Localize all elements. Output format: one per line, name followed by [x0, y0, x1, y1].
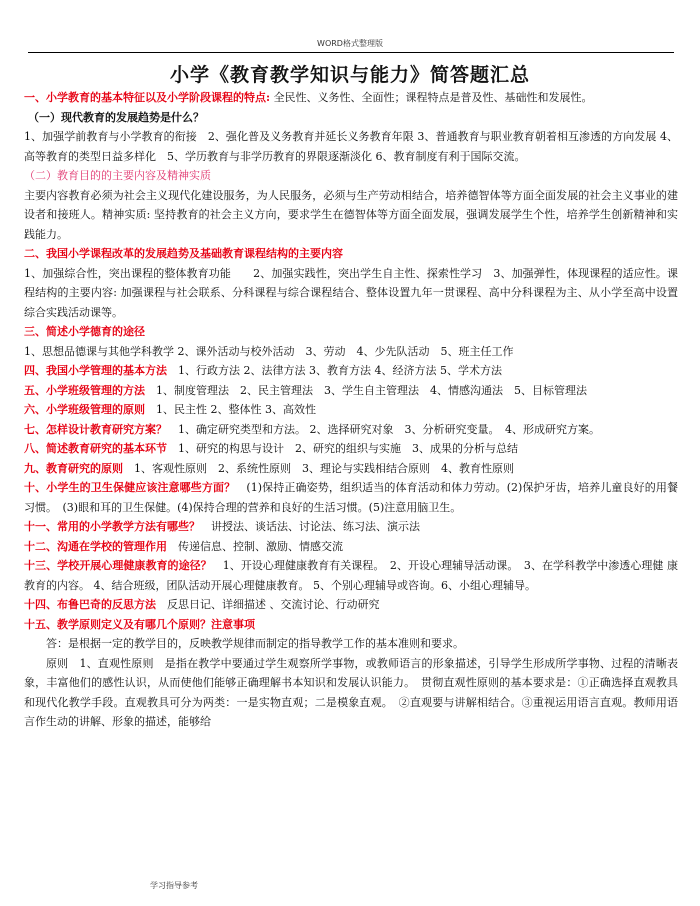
section-text: 1、客观性原则 2、系统性原则 3、理论与实践相结合原则 4、教育性原则: [134, 461, 514, 475]
section-heading: 三、简述小学德育的途径: [24, 325, 145, 338]
section-heading: 七、怎样设计教育研究方案？: [24, 422, 167, 436]
section-1: [24, 88, 678, 108]
paragraph: 1、加强综合性，突出课程的整体教育功能 2、加强实践性，突出学生自主性、探索性学习 3、加强弹性，体现课程的适应性。课程结构的主要内容: 加强课程与社会联系、分科课程与综合课程结合、整体设置九年一贯课程、高中分科课程为主、从小学至高中设置综合实践活动课等。: [24, 266, 678, 319]
section-text: 1、制度管理法 2、民主管理法 3、学生自主管理法 4、情感沟通法 5、目标管理法: [156, 383, 587, 397]
section-heading: 九、教育研究的原则: [24, 461, 123, 475]
section-heading: 六、小学班级管理的原则: [24, 403, 145, 416]
section-heading: 十三、学校开展心理健康教育的途径？: [24, 559, 212, 572]
section-heading: 二、我国小学课程改革的发展趋势及基础教育课程结构的主要内容: [24, 247, 343, 260]
section-12: [24, 537, 678, 557]
section-heading: 十一、常用的小学教学方法有哪些？: [24, 520, 200, 533]
section-11: [24, 517, 678, 537]
document-body: [24, 88, 678, 732]
section-8: [24, 439, 678, 459]
section-text: 1、行政方法 2、法律方法 3、教育方法 4、经济方法 5、学术方法: [178, 364, 502, 377]
section-15: [24, 615, 678, 635]
section-5: [24, 381, 678, 401]
section-9: [24, 459, 678, 479]
section-heading: 十四、布鲁巴奇的反思方法: [24, 598, 156, 611]
page-header: WORD格式整理版: [317, 39, 383, 48]
section-text: 讲授法、谈话法、讨论法、练习法、演示法: [211, 520, 420, 533]
section-heading: 五、小学班级管理的方法: [24, 383, 145, 397]
section-text: 1、开设心理健康教育有关课程。 2、开设心理辅导活动课。 3、在学科教学中渗透心理健 康教育的内容。 4、结合班级，团队活动开展心理健康教育。 5、个别心理辅导或咨询。6、小组心理辅导。: [24, 559, 679, 592]
section-3: [24, 322, 678, 342]
section-heading: 四、我国小学管理的基本方法: [24, 364, 167, 377]
section-text: 1、研究的构思与设计 2、研究的组织与实施 3、成果的分析与总结: [178, 442, 518, 455]
section-text: 1、确定研究类型和方法。 2、选择研究对象 3、分析研究变量。 4、形成研究方案。: [178, 422, 600, 436]
subsection-1: （一）现代教育的发展趋势是什么？: [28, 110, 204, 124]
section-7: [24, 420, 678, 440]
section-text: (1)保持正确姿势，组织适当的体育活动和体力劳动。(2)保护牙齿，培养儿童良好的用餐习惯。 (3)眼和耳的卫生保健。(4)保持合理的营养和良好的生活习惯。(5)注意用脑卫生。: [24, 481, 678, 514]
document-title: 小学《教育教学知识与能力》简答题汇总: [169, 64, 530, 86]
answer-paragraph: 答：是根据一定的教学目的，反映教学规律而制定的指导教学工作的基本准则和要求。: [46, 637, 464, 650]
paragraph: 主要内容教育必须为社会主义现代化建设服务，为人民服务，必须与生产劳动相结合，培养德智体等方面全面发展的社会主义事业的建设者和接班人。精神实质: 坚持教育的社会主义方向，要求学生在德智体等方面全面发展，强调发展学生个性，培养学生创新精神和实践能力。: [24, 188, 678, 241]
section-2: [24, 244, 678, 264]
section-heading: 一、小学教育的基本特征以及小学阶段课程的特点:: [24, 91, 271, 104]
section-6: [24, 400, 678, 420]
section-text: 全民性、义务性、全面性；课程特点是普及性、基础性和发展性。: [273, 91, 593, 104]
section-4: [24, 361, 678, 381]
section-10: [24, 478, 678, 517]
subsection-2: （二）教育目的的主要内容及精神实质: [24, 169, 211, 182]
paragraph: 1、思想品德课与其他学科教学 2、课外活动与校外活动 3、劳动 4、少先队活动 5、班主任工作: [24, 344, 514, 358]
principle-paragraph: 原则 1、直观性原则 是指在教学中要通过学生观察所学事物，或教师语言的形象描述，引导学生形成所学事物、过程的清晰表象，丰富他们的感性认识，从而使他们能够正确理解书本知识和发展认识能力。 贯彻直观性原则的基本要求是：①正确选择直观教具和现代化教学手段。直观教具可分为两类：一是实物直观；二是模象直观。 ②直观要与讲解相结合。③重视运用语言直观。教师用语言作生动的讲解、形象的描述，能够给: [24, 656, 678, 728]
section-heading: 八、简述教育研究的基本环节: [24, 442, 167, 455]
paragraph: 1、加强学前教育与小学教育的衔接 2、强化普及义务教育并延长义务教育年限 3、普通教育与职业教育朝着相互渗透的方向发展 4、高等教育的类型日益多样化 5、学历教育与非学历教育的界限逐渐淡化 6、教育制度有利于国际交流。: [24, 130, 678, 163]
section-heading: 十二、沟通在学校的管理作用: [24, 539, 167, 553]
section-14: [24, 595, 678, 615]
section-text: 反思日记、详细描述 、交流讨论、行动研究: [167, 598, 380, 611]
section-heading: 十、小学生的卫生保健应该注意哪些方面？: [24, 481, 236, 494]
page-footer: 学习指导参考: [150, 881, 198, 890]
section-13: [24, 556, 678, 595]
section-heading: 十五、教学原则定义及有哪几个原则？注意事项: [24, 617, 255, 631]
section-text: 1、民主性 2、整体性 3、高效性: [156, 403, 316, 416]
section-text: 传递信息、控制、激励、情感交流: [178, 539, 343, 553]
header-rule: [28, 52, 674, 53]
